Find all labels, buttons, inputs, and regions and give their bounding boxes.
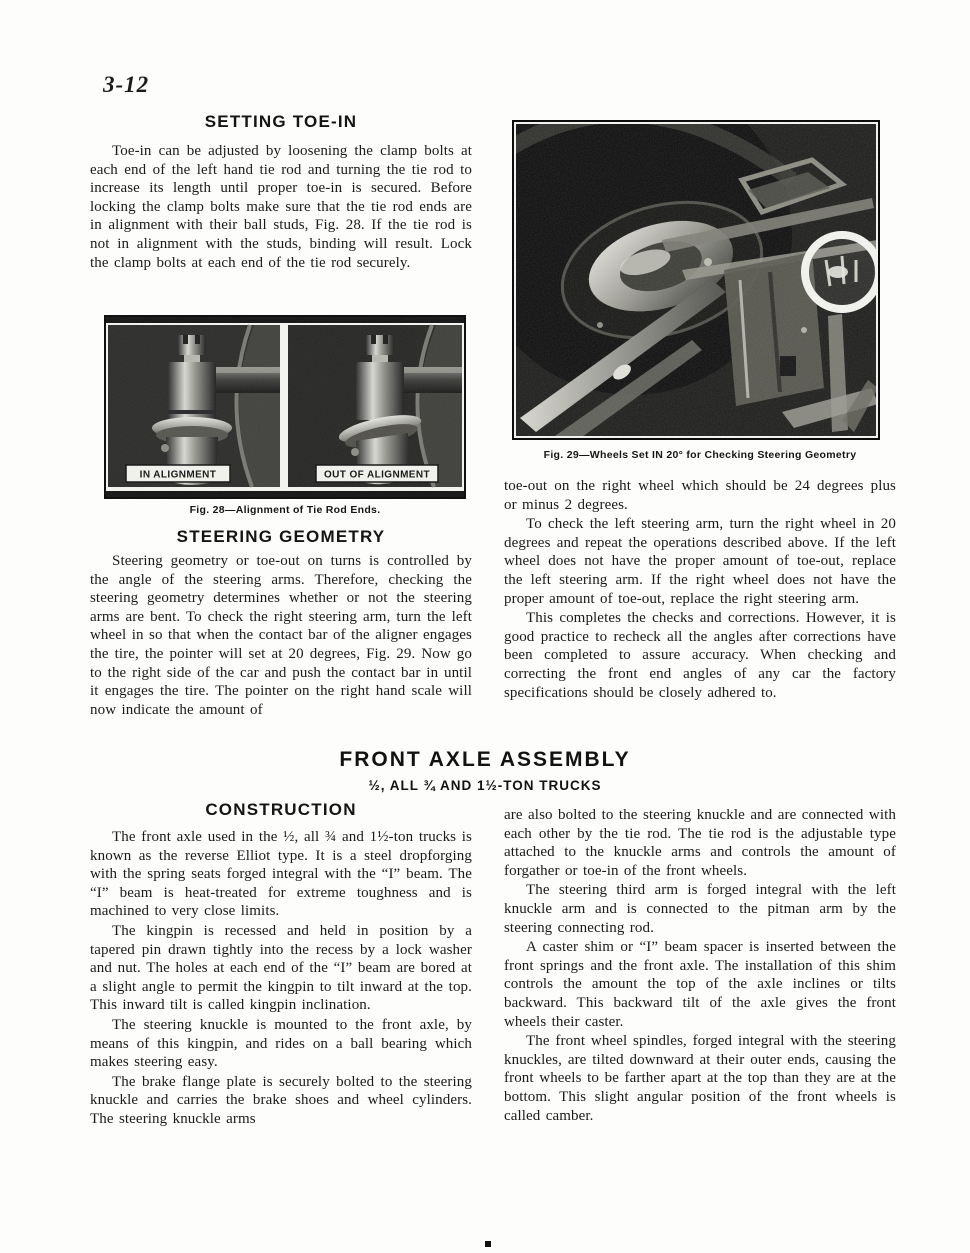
paragraph: This completes the checks and corrections. However, it is good practice to recheck all the angles after corrections have been completed to assure accuracy. When checking and correcting the front end angles of any car the factory specifications should be closely adhered to. xyxy=(504,610,896,701)
setting-toe-in-heading: SETTING TOE-IN xyxy=(204,112,358,131)
paragraph: The kingpin is recessed and held in position by a tapered pin drawn tightly into the recess by a lock washer and nut. The holes at each end of the “I” beam are bored at a slight angle to permit the kingpin to tilt inward at the top. This inward tilt is called kingpin inclination. xyxy=(90,922,472,1014)
paragraph: Toe-in can be adjusted by loosening the clamp bolts at each end of the left hand tie rod and turning the tie rod to increase its length until proper toe-in is secured. Before locking the clamp bolts make sure that the tie rod ends are in alignment with their ball studs, Fig. 28. If the tie rod is not in alignment with the studs, binding will result. Lock the clamp bolts at each end of the tie rod securely. xyxy=(90,143,472,271)
tie-rod-ends-photo xyxy=(104,315,466,499)
steering-geometry-check-photo xyxy=(512,120,880,440)
paragraph: toe-out on the right wheel which should be 24 degrees plus or minus 2 degrees. xyxy=(504,478,896,513)
paragraph: The steering knuckle is mounted to the front axle, by means of this kingpin, and rides on a ball bearing which makes steering easy. xyxy=(90,1016,472,1071)
fig28-caption: Fig. 28—Alignment of Tie Rod Ends. xyxy=(189,504,381,516)
construction-heading: CONSTRUCTION xyxy=(205,800,357,819)
page-end-mark xyxy=(485,1241,491,1247)
figure-29 xyxy=(512,120,880,440)
steering-geometry-paragraph xyxy=(90,552,472,720)
steering-geometry-heading: STEERING GEOMETRY xyxy=(176,527,386,546)
paragraph: To check the left steering arm, turn the right wheel in 20 degrees and repeat the operations described above. If the left wheel does not have the proper amount of toe-out, replace the left steering arm. If the right wheel does not have the proper amount of toe-out, replace the right steering arm. xyxy=(504,516,896,607)
paragraph: The front axle used in the ½, all ¾ and 1½-ton trucks is known as the reverse Elliot type. It is a steel dropforging with the spring seats forged integral with the “I” beam. The “I” beam is heat-treated for extreme toughness and is machined to very close limits. xyxy=(90,829,472,920)
setting-toe-in-paragraph xyxy=(90,142,472,273)
right-column-text xyxy=(504,477,896,703)
paragraph: The brake flange plate is securely bolted to the steering knuckle and carries the brake shoes and wheel cylinders. The steering knuckle arms xyxy=(90,1073,472,1127)
construction-left-text xyxy=(90,828,472,1130)
front-axle-assembly-heading: FRONT AXLE ASSEMBLY xyxy=(339,748,631,771)
paragraph: The steering third arm is forged integral with the left knuckle arm and is connected to the pitman arm by the steering connecting rod. xyxy=(504,882,896,936)
paragraph: are also bolted to the steering knuckle and are connected with each other by the tie rod. The tie rod is the adjustable type attached to the knuckle arms and controls the amount of forgather or toe-in of the front wheels. xyxy=(504,807,896,879)
paragraph: Steering geometry or toe-out on turns is controlled by the angle of the steering arms. Therefore, checking the steering geometry determines whether or not the steering arms are bent. To check the right steering arm, turn the left wheel in so that when the contact bar of the aligner engages the tire, the pointer will set at 20 degrees, Fig. 29. Now go to the right side of the car and push the contact bar in until it engages the tire. The pointer on the right hand scale will now indicate the amount of xyxy=(90,553,472,718)
front-axle-subtitle: ½, ALL ¾ AND 1½-TON TRUCKS xyxy=(368,778,602,793)
paragraph: A caster shim or “I” beam spacer is inserted between the front springs and the front axle. The installation of this shim controls the amount the top of the axle inclines or tilts backward. This backward tilt of the axle gives the front wheels their caster. xyxy=(504,939,896,1030)
page-number: 3-12 xyxy=(103,72,150,97)
figure-28 xyxy=(104,315,466,499)
fig29-caption: Fig. 29—Wheels Set IN 20° for Checking Steering Geometry xyxy=(543,449,857,461)
paragraph: The front wheel spindles, forged integral with the steering knuckles, are tilted downward at their outer ends, causing the front wheels to be farther apart at the top than they are at the bottom. This slight angular position of the front wheels is called camber. xyxy=(504,1033,896,1124)
construction-right-text xyxy=(504,806,896,1126)
